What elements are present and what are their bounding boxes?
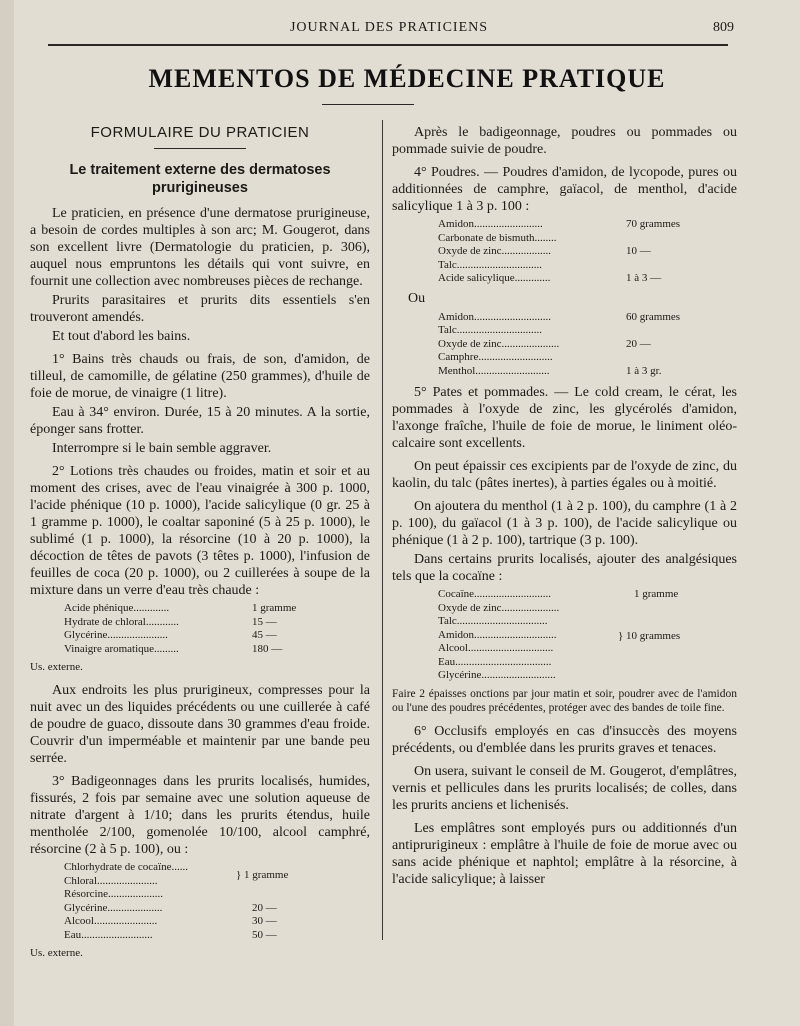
- recipe-row: [64, 643, 370, 657]
- subsection-title-line-1: Le traitement externe des dermatoses: [69, 162, 331, 178]
- brace-quantity-text: 1 gramme: [244, 869, 289, 881]
- ingredient: Glycérine......................: [64, 629, 168, 641]
- column-divider: [382, 120, 383, 940]
- ingredient: Vinaigre aromatique.........: [64, 642, 179, 655]
- recipe-lotion: [64, 602, 370, 656]
- usage-note: Us. externe.: [30, 947, 83, 959]
- ingredient: Hydrate de chloral............: [64, 615, 179, 628]
- ingredient: Alcool...............................: [438, 642, 554, 654]
- recipe-row: [64, 616, 370, 630]
- ingredient: Acide salicylique.............: [438, 272, 551, 284]
- note: Faire 2 épaisses onctions par jour matin et soir, poudrer avec de l'amidon ou l'une des poudres précédentes, protéger avec des bandes de toile fine.: [392, 687, 737, 714]
- recipe-cocaine: [438, 588, 737, 683]
- recipe-row: [438, 656, 737, 670]
- paragraph: On peut épaissir ces excipients par de l'oxyde de zinc, du kaolin, du talc (pâtes inertes), à parties égales ou à moitié.: [392, 459, 737, 491]
- brace-quantity-text: 10 grammes: [626, 630, 681, 642]
- recipe-row: [438, 311, 737, 325]
- recipe-row: [64, 929, 370, 943]
- ingredient: Chloral......................: [64, 874, 158, 887]
- ingredient: Oxyde de zinc.....................: [438, 337, 560, 350]
- recipe-row: [64, 861, 370, 875]
- recipe-row: [438, 245, 737, 259]
- ingredient: Oxyde de zinc.....................: [438, 601, 560, 614]
- recipe-badigeonnage: [64, 861, 370, 942]
- paragraph: 5° Pates et pommades. — Le cold cream, le cérat, les pommades à l'oxyde de zinc, les glycérolés d'amidon, l'axonge fraîche, l'huile de foie de morue, le liniment oléo-calcaire sont excellents.: [392, 385, 737, 451]
- recipe-row: [438, 259, 737, 273]
- recipe-row: [64, 902, 370, 916]
- paragraph: Le praticien, en présence d'une dermatose prurigineuse, a besoin de cordes multiples à son arc; M. Gougerot, dans son excellent livre (Dermatologie du praticien, p. 306), auquel nous empruntons les détails qui vont suivre, en fournit une collection avec nombreuses pièces de rechange.: [30, 206, 370, 289]
- ingredient: Eau..........................: [64, 928, 153, 941]
- ingredient: Acide phénique.............: [64, 602, 170, 614]
- recipe-row: [438, 588, 737, 602]
- page-number: 809: [713, 20, 734, 35]
- paragraph: Prurits parasitaires et prurits dits essentiels s'en trouveront amendés.: [30, 293, 370, 325]
- ingredient: Glycérine...........................: [438, 669, 556, 681]
- quantity: 60 grammes: [626, 310, 681, 323]
- paragraph: 6° Occlusifs employés en cas d'insuccès des moyens précédents, ou d'emblée dans les prurits graves et tenaces.: [392, 723, 737, 756]
- recipe-row: [438, 365, 737, 379]
- section-title-rule: [154, 148, 246, 149]
- page: [14, 0, 800, 1026]
- quantity: 45 —: [252, 629, 277, 641]
- ingredient: Chlorhydrate de cocaïne......: [64, 861, 189, 873]
- recipe-row: [438, 324, 737, 338]
- quantity: 180 —: [252, 642, 283, 655]
- paragraph: 2° Lotions très chaudes ou froides, matin et soir et au moment des crises, avec de l'eau vinaigrée à 300 p. 1000, l'acide phénique (10 p. 1000), l'acide salicylique (0 gr. 25 à 1 gramme p. 1000), le coaltar saponiné (5 à 25 p. 1000), le sublimé (1 p. 1000), la résorcine (10 à 20 p. 1000), la décoction de têtes de pavots (3 têtes p. 1000), l'infusion de feuilles de coca (20 p. 1000), ou 2 cuillerées à soupe de la mixture dans un verre d'eau très chaude :: [30, 464, 370, 598]
- left-column: [30, 124, 370, 968]
- quantity: 1 gramme: [252, 602, 297, 614]
- main-title: MEMENTOS DE MÉDECINE PRATIQUE: [148, 64, 666, 93]
- recipe-row: [64, 629, 370, 643]
- quantity: 30 —: [252, 915, 277, 927]
- paragraph: Dans certains prurits localisés, ajouter des analgésiques tels que la cocaïne :: [392, 552, 737, 584]
- ingredient: Talc...............................: [438, 258, 543, 271]
- recipe-poudre-1: [438, 218, 737, 286]
- paragraph: 4° Poudres. — Poudres d'amidon, de lycopode, pures ou additionnées de camphre, gaïacol, de menthol, d'acide salicylique 1 à 3 p. 100 :: [392, 165, 737, 214]
- recipe-row: [438, 669, 737, 683]
- ingredient: Carbonate de bismuth........: [438, 231, 557, 244]
- paragraph: On usera, suivant le conseil de M. Gougerot, d'emplâtres, vernis et pellicules dans les prurits localisés; de colles, dans les prurits anciens et lichenisés.: [392, 763, 737, 813]
- recipe-row: [438, 218, 737, 232]
- ingredient: Camphre...........................: [438, 351, 553, 363]
- quantity: 70 grammes: [626, 218, 681, 230]
- recipe-poudre-2: [438, 311, 737, 379]
- journal-title: JOURNAL DES PRATICIENS: [289, 20, 489, 35]
- recipe-row: [438, 232, 737, 246]
- ingredient: Amidon..............................: [438, 628, 557, 641]
- running-header: [44, 18, 734, 42]
- paragraph: 1° Bains très chauds ou frais, de son, d'amidon, de tilleul, de camomille, de gélatine (250 grammes), d'huile de foie de morue, de vinaigre (1 litre).: [30, 352, 370, 401]
- paragraph: Les emplâtres sont employés purs ou additionnés d'un antiprurigineux : emplâtre à l'huile de foie de morue avec ou sans acide phénique et naphtol; emplâtre à la résorcine, à l'acide salicylique; à laisser: [392, 820, 737, 887]
- ou-label: Ou: [408, 290, 426, 306]
- right-column: [392, 124, 737, 890]
- ingredient: Menthol...........................: [438, 364, 550, 377]
- paragraph: Et tout d'abord les bains.: [52, 329, 191, 344]
- ingredient: Oxyde de zinc..................: [438, 245, 552, 257]
- ingredient: Résorcine....................: [64, 888, 163, 900]
- section-title: FORMULAIRE DU PRATICIEN: [90, 124, 310, 141]
- ingredient: Alcool.......................: [64, 915, 158, 927]
- subsection-title: [30, 161, 370, 197]
- paragraph: Interrompre si le bain semble aggraver.: [52, 441, 272, 456]
- recipe-row: [64, 875, 370, 889]
- ingredient: Glycérine....................: [64, 901, 163, 914]
- paragraph: Après le badigeonnage, poudres ou pommades ou pommade suivie de poudre.: [392, 125, 737, 157]
- quantity: 10 —: [626, 245, 651, 257]
- recipe-row: [438, 629, 737, 643]
- quantity: 1 à 3 —: [626, 272, 662, 284]
- paragraph: Eau à 34° environ. Durée, 15 à 20 minutes. A la sortie, éponger sans frotter.: [30, 405, 370, 437]
- paragraph: 3° Badigeonnages dans les prurits localisés, humides, fissurés, 2 fois par semaine avec une solution aqueuse de nitrate d'argent à 1/10; dans les prurits étendus, huile mentholée 2/100, gomenolée 10/100, alcool camphré, résorcine (2 à 5 p. 100), ou :: [30, 774, 370, 857]
- ingredient: Amidon............................: [438, 310, 552, 323]
- recipe-row: [438, 602, 737, 616]
- subsection-title-line-2: prurigineuses: [152, 180, 248, 196]
- quantity: 15 —: [252, 615, 277, 628]
- brace-quantity: } 10 grammes: [618, 630, 681, 642]
- paragraph: On ajoutera du menthol (1 à 2 p. 100), du camphre (1 à 2 p. 100), du gaïacol (1 à 3 p. 100), de l'acide salicylique ou phénique (1 à 2 p. 100), tartrique (3 p. 100).: [392, 499, 737, 548]
- recipe-row: [438, 338, 737, 352]
- quantity: 1 à 3 gr.: [626, 364, 662, 377]
- recipe-row: [438, 351, 737, 365]
- usage-note: Us. externe.: [30, 661, 83, 673]
- header-rule: [48, 44, 728, 46]
- recipe-row: [438, 272, 737, 286]
- quantity: 50 —: [252, 928, 277, 941]
- ingredient: Cocaïne............................: [438, 588, 552, 600]
- brace-quantity: } 1 gramme: [236, 869, 289, 881]
- recipe-row: [438, 642, 737, 656]
- ingredient: Amidon.........................: [438, 218, 543, 230]
- paragraph: Aux endroits les plus prurigineux, compresses pour la nuit avec un des liquides précédents ou une cuillerée à café de poudre de guaco, dissoute dans 30 grammes d'eau froide. Couvrir d'un imperméable et maintenir par une bande peu serrée.: [30, 683, 370, 766]
- quantity: 20 —: [252, 901, 277, 914]
- title-rule: [322, 104, 414, 105]
- recipe-row: [64, 888, 370, 902]
- recipe-row: [64, 602, 370, 616]
- quantity: 1 gramme: [634, 588, 679, 600]
- recipe-row: [438, 615, 737, 629]
- ingredient: Talc.................................: [438, 615, 548, 627]
- ingredient: Talc...............................: [438, 324, 543, 336]
- ingredient: Eau...................................: [438, 655, 552, 668]
- recipe-row: [64, 915, 370, 929]
- quantity: 20 —: [626, 337, 651, 350]
